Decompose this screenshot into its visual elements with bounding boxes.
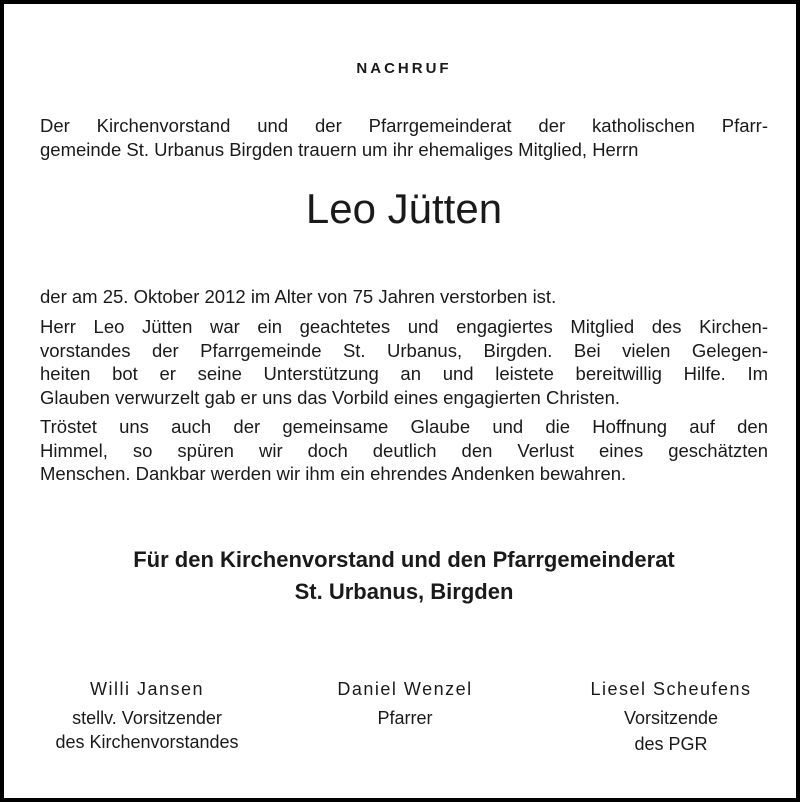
tribute-line: Glauben verwurzelt gab er uns das Vorbild eines engagierten Christen. xyxy=(40,386,621,408)
signatory-name: Daniel Wenzel xyxy=(337,679,473,699)
intro-line: Der Kirchenvorstand und der Pfarrgemeinderat der katholischen Pfarr- xyxy=(40,115,768,136)
signatory-role: Vorsitzende xyxy=(623,708,719,728)
tribute-line: vorstandes der Pfarrgemeinde St. Urbanus, Birgden. Bei vielen Gelegen- xyxy=(40,339,768,361)
signatory-role: stellv. Vorsitzender xyxy=(72,708,222,728)
obituary-heading: NACHRUF xyxy=(356,60,452,77)
signatory-daniel-wenzel xyxy=(278,677,532,730)
signatory-role: Pfarrer xyxy=(377,708,433,728)
deceased-name: Leo Jütten xyxy=(305,185,503,232)
tribute-line: Herr Leo Jütten war ein geachtetes und engagiertes Mitglied des Kirchen- xyxy=(40,316,768,337)
signatory-name: Liesel Scheufens xyxy=(590,679,752,699)
consolation-paragraph xyxy=(40,415,768,486)
consolation-line: Tröstet uns auch der gemeinsame Glaube und die Hoffnung auf den xyxy=(40,416,768,437)
signatory-willi-jansen xyxy=(20,677,274,754)
intro-line: gemeinde St. Urbanus Birgden trauern um ihr ehemaliges Mitglied, Herrn xyxy=(40,138,639,160)
signed-by-block xyxy=(4,544,800,608)
signed-by-line: Für den Kirchenvorstand und den Pfarrgemeinderat xyxy=(133,547,675,572)
death-notice: der am 25. Oktober 2012 im Alter von 75 Jahren verstorben ist. xyxy=(40,286,557,307)
tribute-line: heiten bot er seine Unterstützung an und leistete bereitwillig Hilfe. Im xyxy=(40,363,768,384)
signatory-role: des Kirchenvorstandes xyxy=(55,732,239,752)
signatory-name: Willi Jansen xyxy=(89,679,205,699)
consolation-line: Menschen. Dankbar werden wir ihm ein ehrendes Andenken bewahren. xyxy=(40,463,627,484)
signed-by-line: St. Urbanus, Birgden xyxy=(294,579,514,604)
consolation-line: Himmel, so spüren wir doch deutlich den Verlust eines geschätzten xyxy=(40,439,768,461)
tribute-paragraph xyxy=(40,315,768,409)
signatory-role: des PGR xyxy=(634,734,708,754)
intro-paragraph xyxy=(40,114,768,161)
signatory-liesel-scheufens xyxy=(544,677,798,756)
